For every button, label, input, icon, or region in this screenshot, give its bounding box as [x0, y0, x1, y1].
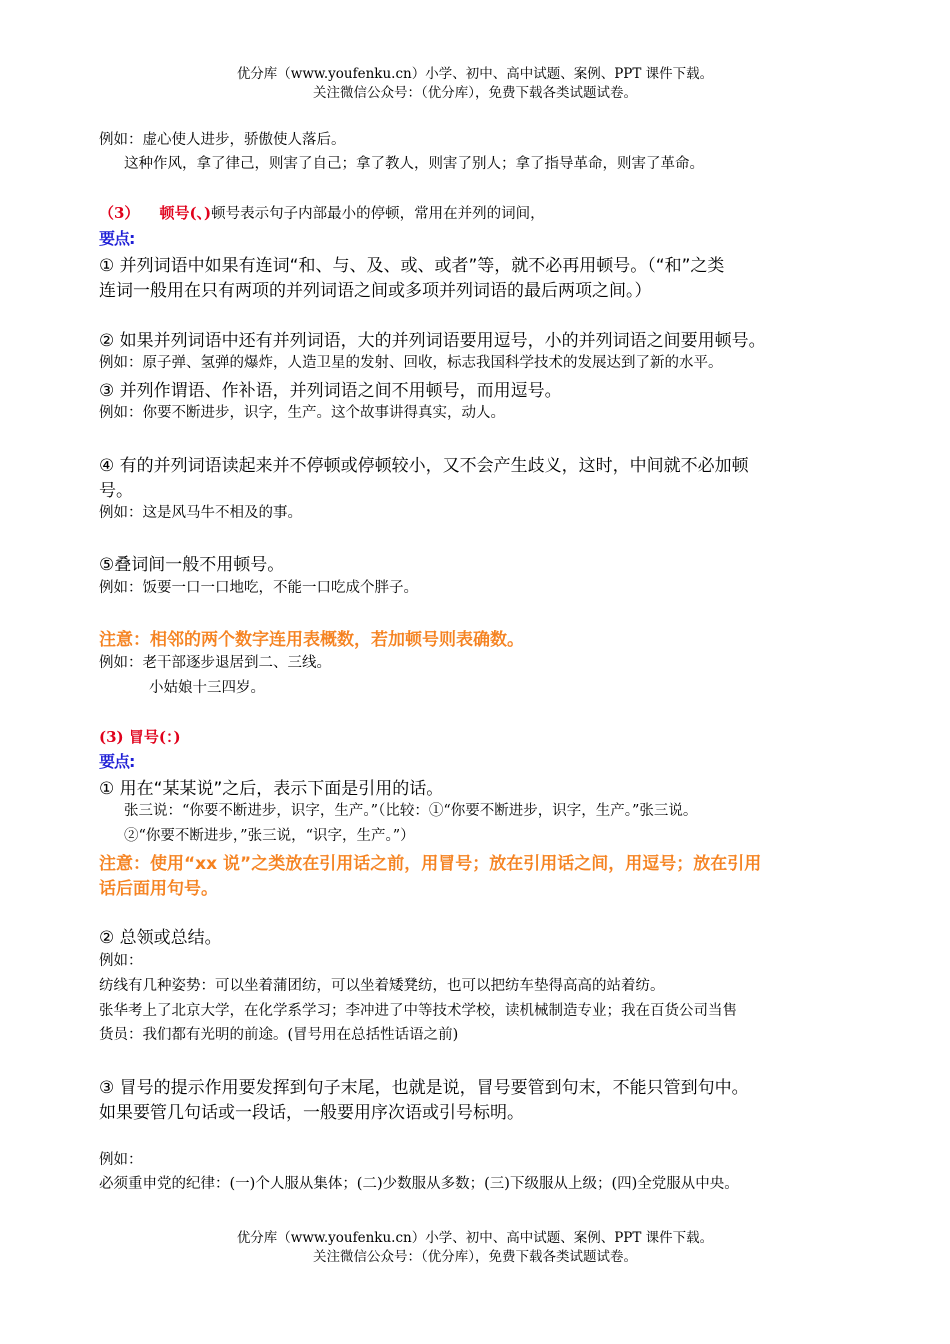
page-footer-line2: 关注微信公众号：（优分库），免费下载各类试题试卷。 [313, 1249, 637, 1265]
dunhao-point-4-example: 例如：这是风马牛不相及的事。 [99, 505, 302, 521]
dunhao-point-2: ② 如果并列词语中还有并列词语，大的并列词语要用逗号，小的并列词语之间要用顿号。 [99, 331, 766, 351]
maohao-point-2-example-2a: 张华考上了北京大学，在化学系学习；李冲进了中等技术学校，读机械制造专业；我在百货公司当售 [99, 1003, 737, 1019]
dunhao-description: 顿号表示句子内部最小的停顿，常用在并列的词间， [211, 206, 545, 222]
dunhao-point-5-example: 例如：饭要一口一口地吃，不能一口吃成个胖子。 [99, 580, 418, 596]
intro-example-1: 例如：虚心使人进步，骄傲使人落后。 [99, 132, 346, 148]
dunhao-note: 注意：相邻的两个数字连用表概数，若加顿号则表确数。 [99, 630, 524, 650]
page-footer-line1: 优分库（www.youfenku.cn）小学、初中、高中试题、案例、PPT 课件下载。 [236, 1230, 714, 1246]
maohao-point-3-example-label: 例如： [99, 1152, 143, 1168]
page-header-line2: 关注微信公众号：（优分库），免费下载各类试题试卷。 [313, 85, 637, 101]
dunhao-title: 顿号(、) [159, 204, 212, 222]
maohao-key-label: 要点: [99, 752, 135, 771]
dunhao-number: （3） [99, 204, 140, 222]
dunhao-point-3: ③ 并列作谓语、作补语，并列词语之间不用顿号，而用逗号。 [99, 381, 562, 401]
maohao-point-3a: ③ 冒号的提示作用要发挥到句子末尾，也就是说，冒号要管到句末，不能只管到句中。 [99, 1078, 749, 1098]
maohao-point-2-example-1: 纺线有几种姿势：可以坐着蒲团纺，可以坐着矮凳纺，也可以把纺车垫得高高的站着纺。 [99, 978, 665, 994]
dunhao-note-example-2: 小姑娘十三四岁。 [149, 680, 265, 696]
dunhao-point-5: ⑤叠词间一般不用顿号。 [99, 555, 285, 575]
maohao-point-1: ① 用在“某某说”之后，表示下面是引用的话。 [99, 779, 444, 799]
intro-example-2: 这种作风，拿了律己，则害了自己；拿了教人，则害了别人；拿了指导革命，则害了革命。 [124, 156, 704, 172]
page-header-line1: 优分库（www.youfenku.cn）小学、初中、高中试题、案例、PPT 课件下载。 [236, 66, 714, 82]
dunhao-key-label: 要点: [99, 229, 135, 248]
maohao-point-2: ② 总领或总结。 [99, 928, 222, 948]
maohao-point-2-example-label: 例如： [99, 953, 143, 969]
maohao-point-3-example: 必须重申党的纪律：(一)个人服从集体；(二)少数服从多数；(三)下级服从上级；(四)全党服从中央。 [99, 1176, 739, 1192]
maohao-point-2-example-2b: 货员：我们都有光明的前途。(冒号用在总括性话语之前) [99, 1027, 459, 1043]
maohao-point-1-example-1: 张三说：“你要不断进步，识字，生产。”（比较：①“你要不断进步，识字，生产。”张三说。 [124, 803, 698, 819]
maohao-point-1-example-2: ②“你要不断进步，”张三说，“识字，生产。”） [124, 828, 415, 844]
maohao-note-a: 注意：使用“xx 说”之类放在引用话之前，用冒号；放在引用话之间，用逗号；放在引用 [99, 854, 762, 874]
dunhao-point-1a: ① 并列词语中如果有连词“和、与、及、或、或者”等，就不必再用顿号。（“和”之类 [99, 256, 725, 276]
dunhao-heading [99, 202, 545, 223]
dunhao-point-4b: 号。 [99, 481, 133, 501]
maohao-point-3b: 如果要管几句话或一段话，一般要用序次语或引号标明。 [99, 1103, 524, 1123]
dunhao-point-4a: ④ 有的并列词语读起来并不停顿或停顿较小，又不会产生歧义，这时，中间就不必加顿 [99, 456, 749, 476]
dunhao-point-3-example: 例如：你要不断进步，识字，生产。这个故事讲得真实，动人。 [99, 405, 505, 421]
dunhao-note-example-1: 例如：老干部逐步退居到二、三线。 [99, 655, 331, 671]
maohao-title: (3) 冒号(：) [99, 728, 181, 746]
dunhao-point-1b: 连词一般用在只有两项的并列词语之间或多项并列词语的最后两项之间。） [99, 281, 652, 301]
dunhao-point-2-example: 例如：原子弹、氢弹的爆炸，人造卫星的发射、回收，标志我国科学技术的发展达到了新的水平。 [99, 355, 723, 371]
maohao-note-b: 话后面用句号。 [99, 879, 218, 899]
